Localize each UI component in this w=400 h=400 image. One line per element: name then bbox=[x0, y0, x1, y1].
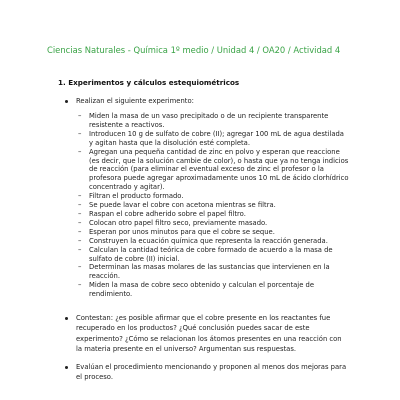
dash-icon: – bbox=[78, 281, 82, 290]
section-title: 1. Experimentos y cálculos estequiométricos bbox=[58, 78, 240, 87]
step-item bbox=[80, 130, 350, 148]
dash-icon: – bbox=[78, 201, 82, 210]
dash-icon: – bbox=[78, 209, 82, 218]
step-text: Raspan el cobre adherido sobre el papel filtro. bbox=[89, 209, 246, 218]
step-item bbox=[80, 219, 350, 228]
bullet-dot-icon bbox=[65, 100, 68, 103]
dash-icon: – bbox=[78, 147, 82, 156]
bullet-text: Realizan el siguiente experimento: bbox=[76, 97, 194, 105]
step-item bbox=[80, 228, 350, 237]
step-item bbox=[80, 192, 350, 201]
bullet-dot-icon bbox=[65, 366, 68, 369]
experiment-steps-list bbox=[80, 112, 350, 299]
step-item bbox=[80, 237, 350, 246]
dash-icon: – bbox=[78, 227, 82, 236]
step-text: Colocan otro papel filtro seco, previamente masado. bbox=[89, 218, 268, 227]
bullet-dot-icon bbox=[65, 317, 68, 320]
bullet-item-evaluation bbox=[76, 362, 348, 383]
bullet-text: Contestan: ¿es posible afirmar que el cobre presente en los reactantes fue recuperado en los productos? ¿Qué conclusión puedes sacar de este experimento? ¿Cómo se relacionan los átomos presentes en una reacción con la materia presente en el universo? Argumentan sus respuestas. bbox=[76, 314, 342, 353]
dash-icon: – bbox=[78, 129, 82, 138]
bullet-text: Evalúan el procedimiento mencionando y proponen al menos dos mejoras para el proceso. bbox=[76, 363, 347, 382]
step-text: Miden la masa de un vaso precipitado o de un recipiente transparente resistente a reactivos. bbox=[89, 112, 329, 129]
bullet-item-questions bbox=[76, 313, 348, 354]
step-text: Se puede lavar el cobre con acetona mientras se filtra. bbox=[89, 201, 276, 210]
step-text: Filtran el producto formado. bbox=[89, 192, 184, 201]
dash-icon: – bbox=[78, 192, 82, 201]
dash-icon: – bbox=[78, 236, 82, 245]
step-text: Determinan las masas molares de las sustancias que intervienen en la reacción. bbox=[89, 263, 330, 281]
bullet-item-experiment bbox=[76, 96, 376, 106]
step-item bbox=[80, 281, 350, 299]
step-item bbox=[80, 112, 350, 130]
step-item bbox=[80, 201, 350, 210]
step-text: Introducen 10 g de sulfato de cobre (II); agregar 100 mL de agua destilada y agitan hasta que la disolución esté completa. bbox=[89, 129, 344, 147]
dash-icon: – bbox=[78, 263, 82, 272]
step-item bbox=[80, 210, 350, 219]
step-item bbox=[80, 148, 350, 193]
step-text: Miden la masa de cobre seco obtenido y calculan el porcentaje de rendimiento. bbox=[89, 281, 315, 299]
step-text: Agregan una pequeña cantidad de zinc en polvo y esperan que reaccione (es decir, que la solución cambie de color), o hasta que ya no tenga indicios de reacción (para eliminar el eventual exceso de zinc el profesor o la profesora puede agregar aproximadamente unos 10 mL de ácido clorhídrico concentrado y agitar). bbox=[89, 147, 349, 192]
page-header-title: Ciencias Naturales - Química 1º medio / Unidad 4 / OA20 / Actividad 4 bbox=[47, 45, 341, 55]
dash-icon: – bbox=[78, 112, 82, 120]
step-text: Construyen la ecuación química que representa la reacción generada. bbox=[89, 236, 328, 245]
step-text: Esperan por unos minutos para que el cobre se seque. bbox=[89, 227, 275, 236]
dash-icon: – bbox=[78, 218, 82, 227]
step-item bbox=[80, 263, 350, 281]
dash-icon: – bbox=[78, 245, 82, 254]
step-item bbox=[80, 246, 350, 264]
step-text: Calculan la cantidad teórica de cobre formado de acuerdo a la masa de sulfato de cobre (II) inicial. bbox=[89, 245, 333, 263]
